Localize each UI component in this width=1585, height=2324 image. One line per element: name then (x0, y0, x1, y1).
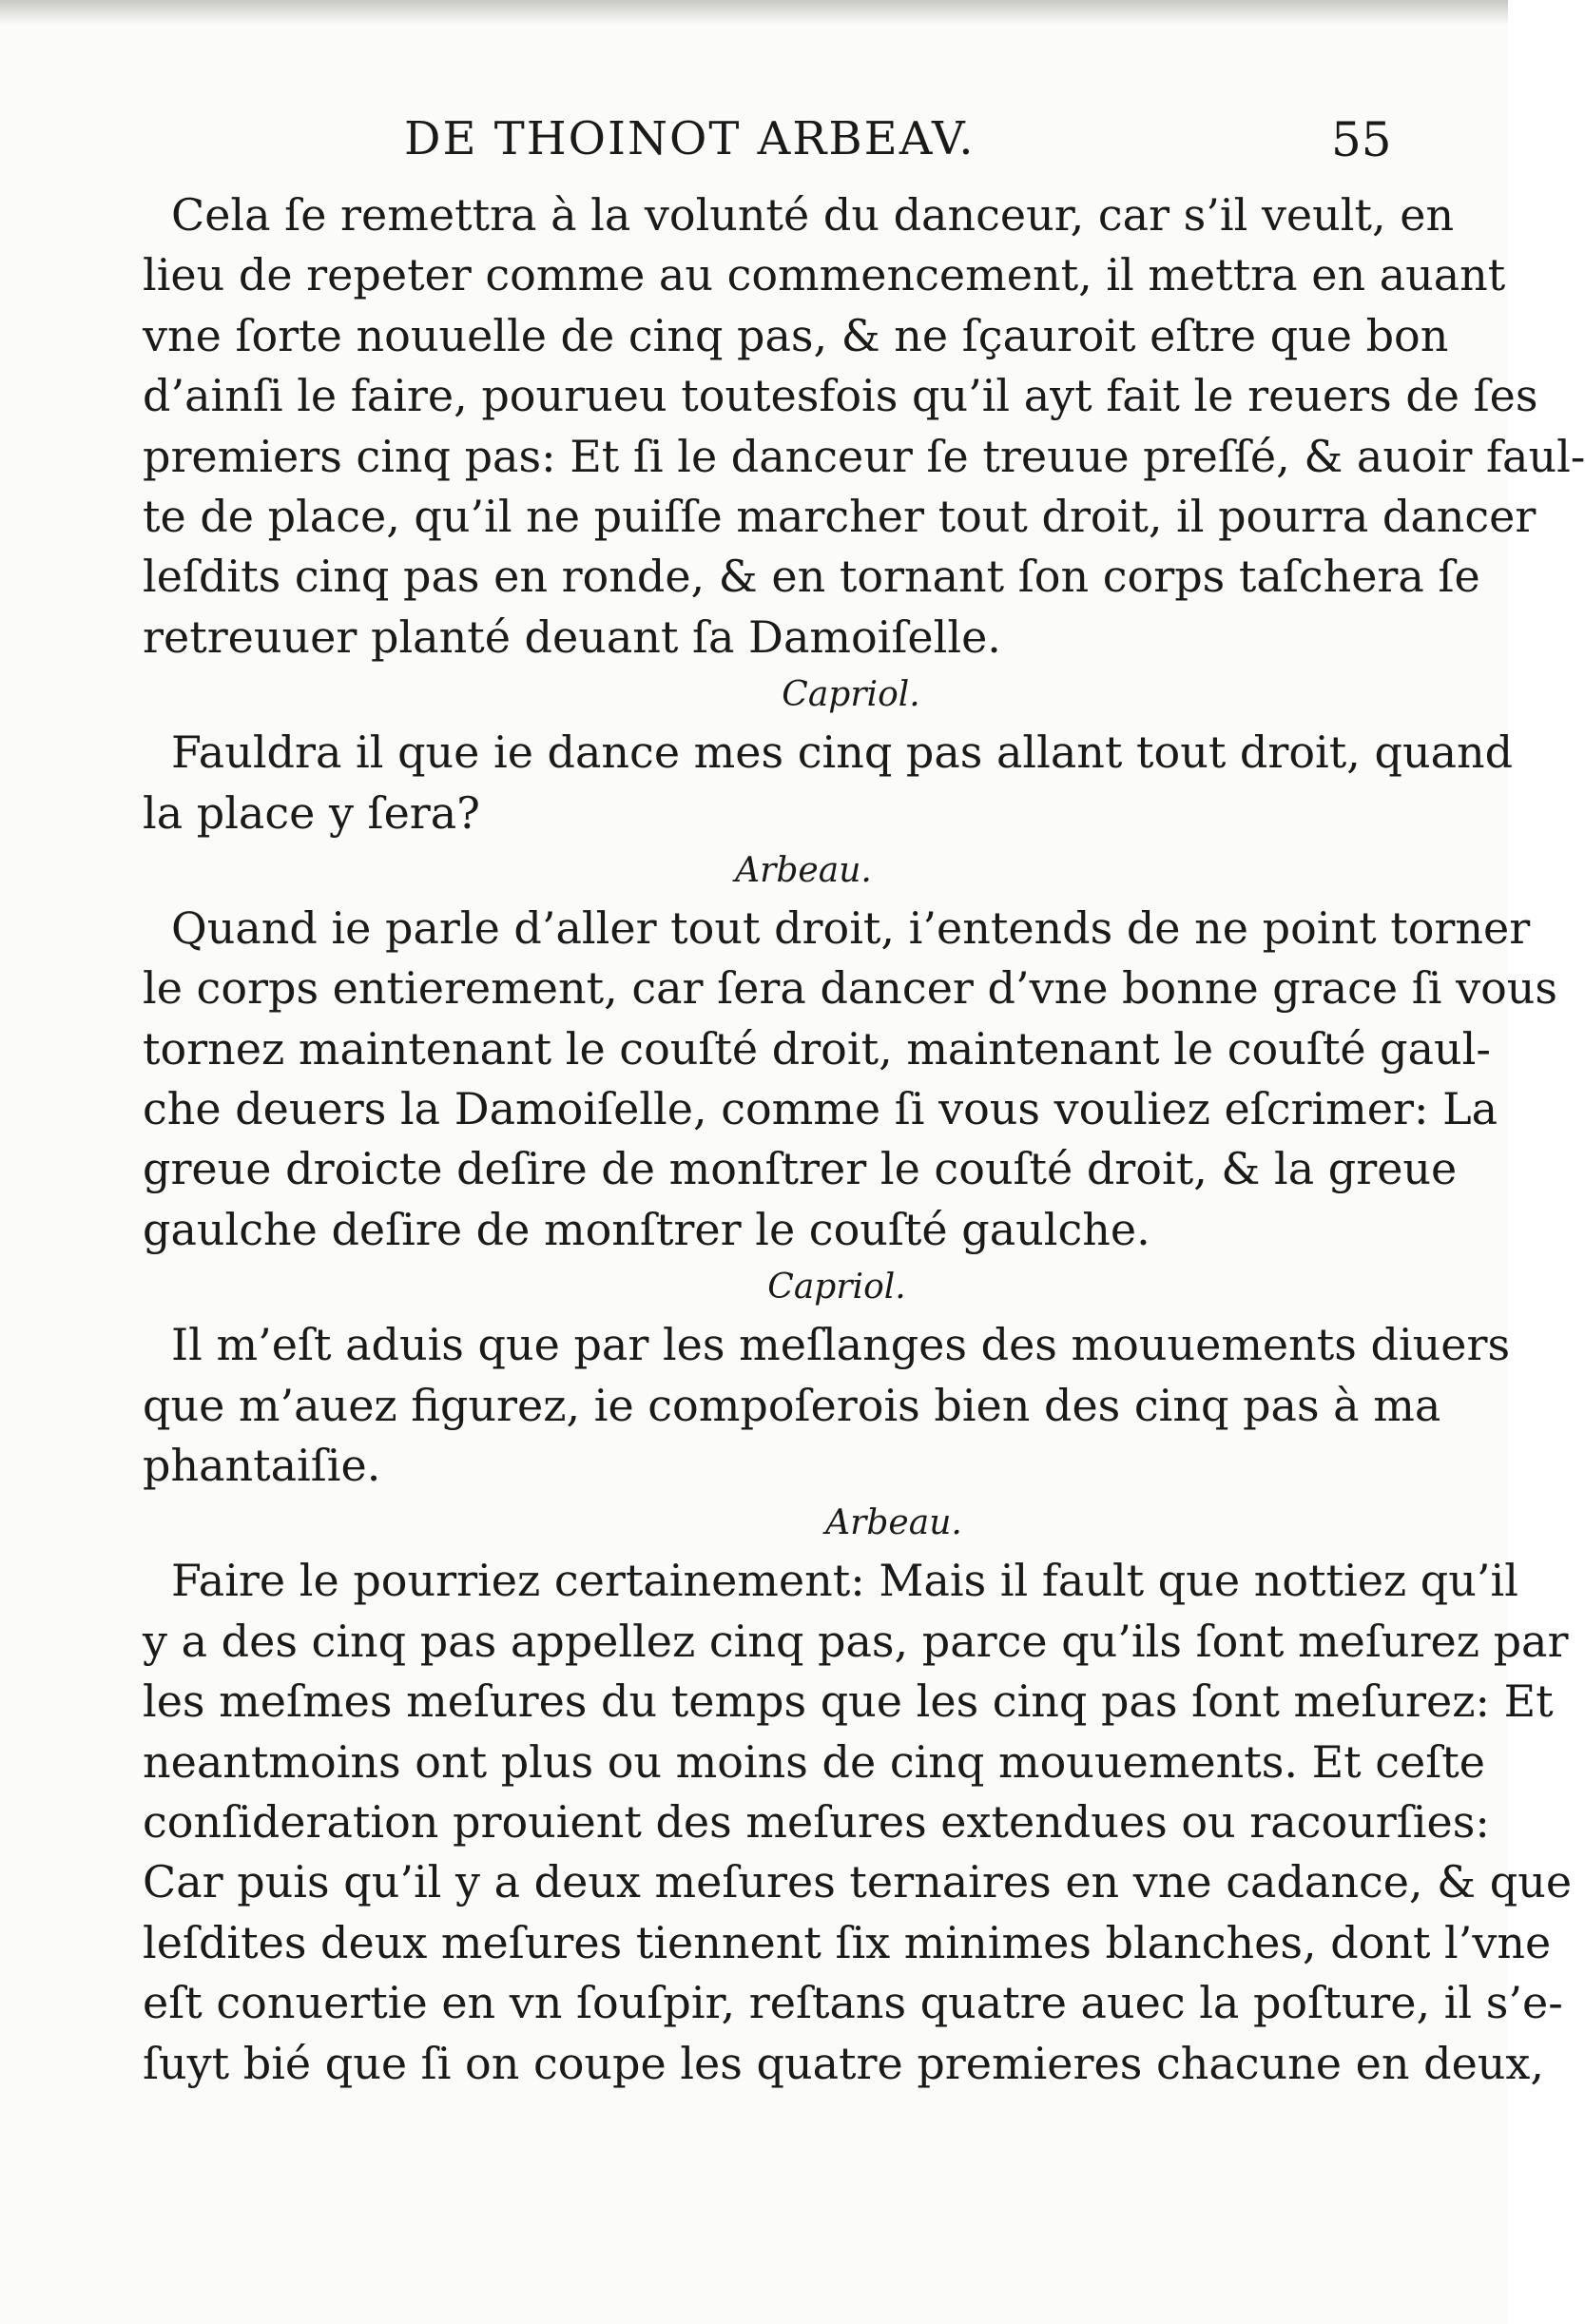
text-line: leſdites deux meſures tiennent ſix minimes blanches, dont l’vne (143, 1916, 1552, 1968)
text-line: le corps entierement, car ſera dancer d’vne bonne grace ſi vous (143, 962, 1558, 1015)
text-line: eſt conuertie en vn ſouſpir, reſtans quatre auec la poſture, il s’e- (143, 1977, 1563, 2029)
paragraph-1 (143, 185, 1585, 668)
text-line: d’ainſi le faire, pourueu toutesfois qu’il ayt fait le reuers de ſes (143, 370, 1538, 422)
text-line: ſuyt bié que ſi on coupe les quatre premieres chacune en deux, (143, 2037, 1544, 2089)
text-line: y a des cinq pas appellez cinq pas, parce qu’ils ſont meſurez par (143, 1615, 1569, 1667)
text-line: gaulche deſire de monſtrer le couſté gaulche. (143, 1203, 1150, 1255)
text-line: greue droicte deſire de monſtrer le couſté droit, & la greue (143, 1143, 1458, 1195)
paragraph-2 (143, 723, 1514, 843)
text-line: Car puis qu’il y a deux meſures ternaires en vne cadance, & que (143, 1856, 1573, 1908)
text-line: neantmoins ont plus ou moins de cinq mouuements. Et ceſte (143, 1735, 1485, 1788)
text-line: la place y ſera? (143, 786, 480, 839)
text-line: conſideration prouient des meſures extendues ou racourſies: (143, 1795, 1490, 1848)
text-line: premiers cinq pas: Et ſi le danceur ſe treuue preſſé, & auoir faul- (143, 430, 1585, 482)
text-line: vne ſorte nouuelle de cinq pas, & ne ſçauroit eſtre que bon (143, 309, 1449, 361)
text-line: te de place, qu’il ne puiſſe marcher tout droit, il pourra dancer (143, 490, 1537, 542)
speaker-label: Capriol. (767, 1268, 906, 1307)
text-line: que m’auez figurez, ie compoſerois bien des cinq pas à ma (143, 1379, 1441, 1431)
text-line: phantaiſie. (143, 1440, 381, 1492)
speaker-label: Arbeau. (735, 850, 872, 890)
text-line: Faire le pourriez certainement: Mais il fault que nottiez qu’il (171, 1555, 1518, 1607)
text-block (143, 185, 1585, 2094)
text-line: tornez maintenant le couſté droit, maintenant le couſté gaul- (143, 1022, 1491, 1075)
text-line: leſdits cinq pas en ronde, & en tornant ſon corps taſchera ſe (143, 551, 1480, 603)
text-line: Quand ie parle d’aller tout droit, i’entends de ne point torner (171, 901, 1531, 954)
text-line: retreuuer planté deuant ſa Damoiſelle. (143, 610, 1001, 663)
paragraph-3 (143, 899, 1558, 1260)
speaker-label: Arbeau. (825, 1503, 962, 1543)
text-line: Il m’eſt aduis que par les meſlanges des mouuements diuers (171, 1319, 1511, 1371)
text-line: les meſmes meſures du temps que les cinq pas ſont meſurez: Et (143, 1675, 1554, 1728)
text-line: Cela ſe remettra à la volunté du danceur, car s’il veult, en (171, 189, 1455, 241)
text-line: Fauldra il que ie dance mes cinq pas allant tout droit, quand (171, 726, 1514, 779)
text-line: che deuers la Damoiſelle, comme ſi vous vouliez eſcrimer: La (143, 1083, 1498, 1135)
speaker-label: Capriol. (782, 675, 920, 715)
paragraph-4 (143, 1315, 1511, 1496)
page-number: 55 (1331, 112, 1392, 167)
running-title: DE THOINOT ARBEAV. (404, 112, 976, 165)
page-header (0, 112, 1508, 179)
page-top-edge (0, 0, 1508, 25)
text-line: lieu de repeter comme au commencement, il mettra en auant (143, 249, 1506, 301)
paragraph-5 (143, 1551, 1573, 2094)
